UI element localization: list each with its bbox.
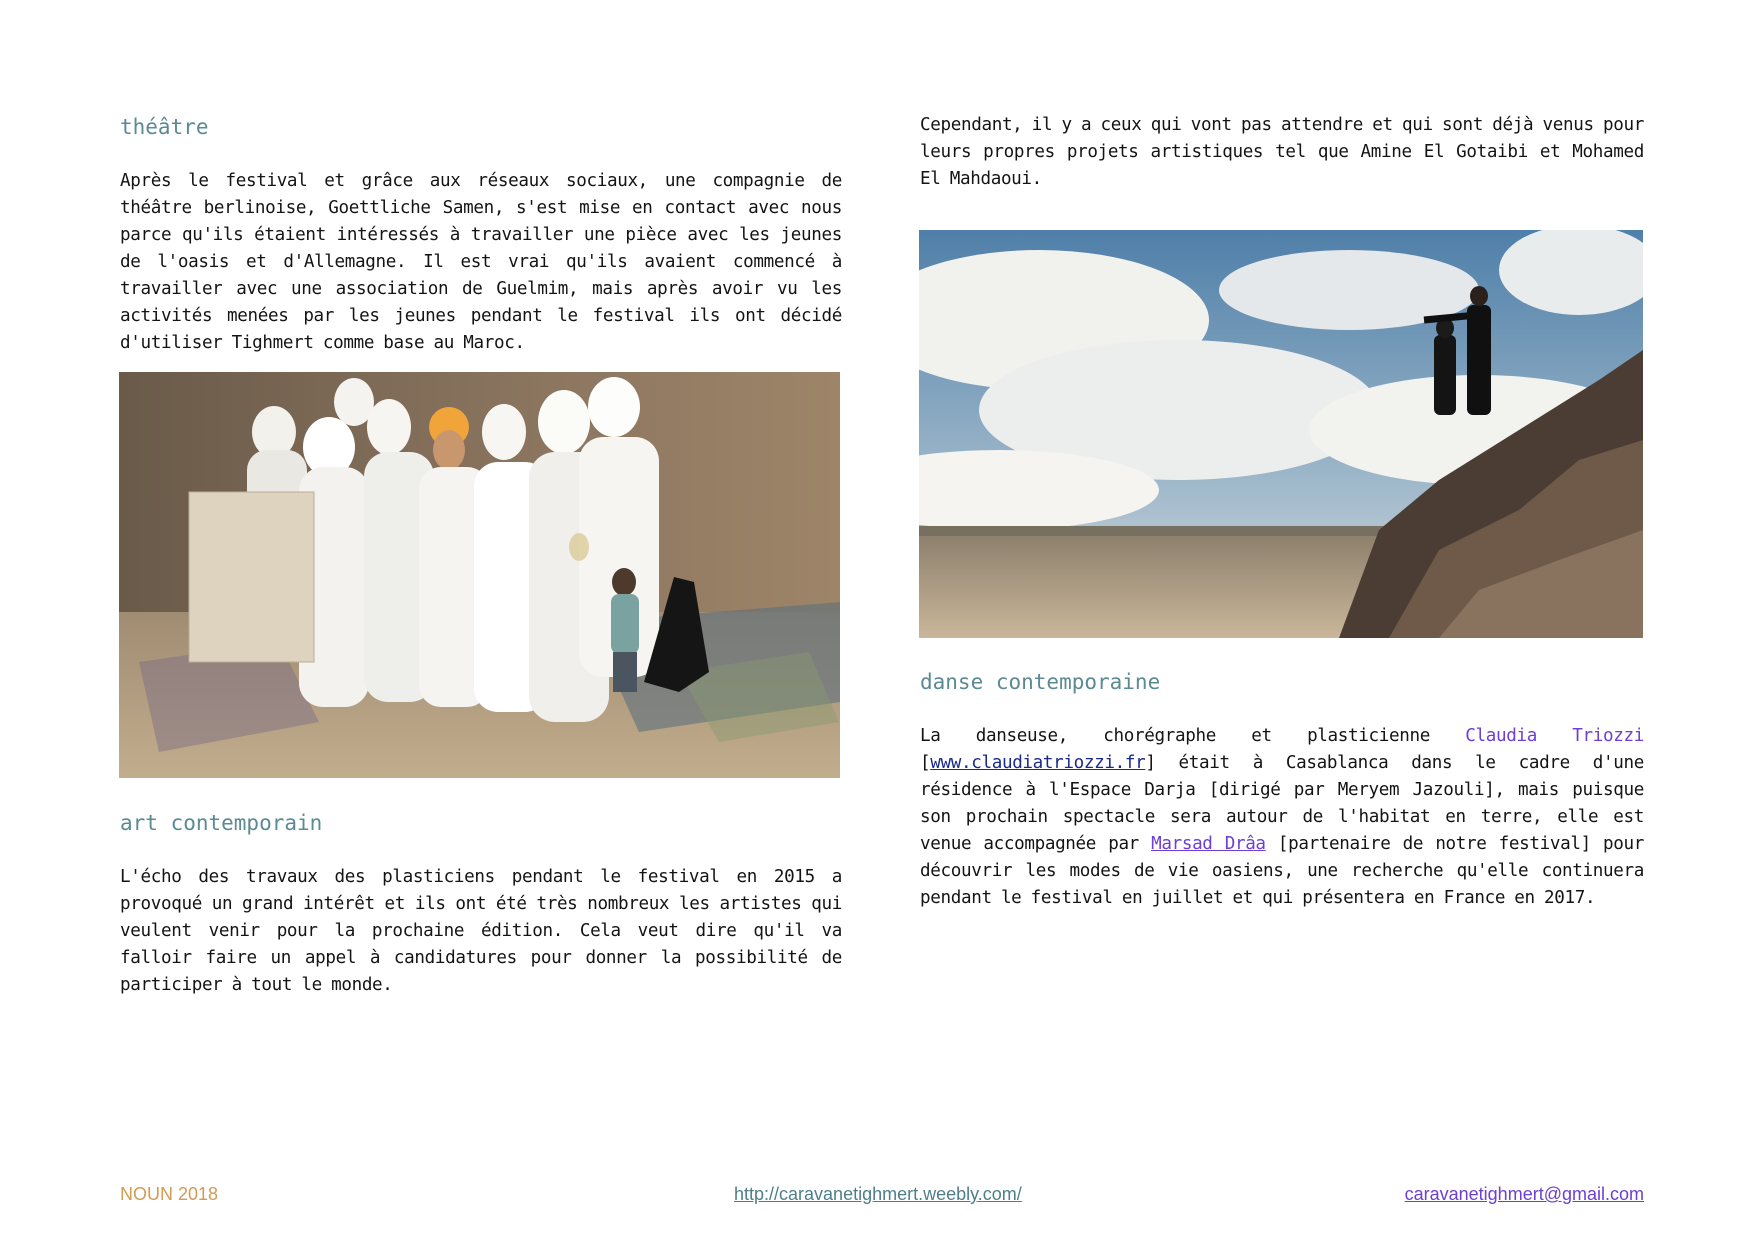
left-column: [120, 112, 842, 357]
claudia-triozzi-name: Claudia Triozzi: [1465, 726, 1645, 746]
theatre-paragraph: Après le festival et grâce aux réseaux sociaux, une compagnie de théâtre berlinoise, Goettliche Samen, s'est mise en contact avec nous parce qu'ils étaient intéressés à travailler une pièce avec les jeunes de l'oasis et d'Allemagne. Il est vrai qu'ils avaient commencé à travailler avec une association de Guelmim, mais après avoir vu les activités menées par les jeunes pendant le festival ils ont décidé d'utiliser Tighmert comme base au Maroc.: [120, 171, 842, 353]
danse-text-1: La danseuse, chorégraphe et plasticienne: [920, 726, 1466, 746]
theatre-heading: théâtre: [120, 115, 209, 139]
footer-website-link[interactable]: http://caravanetighmert.weebly.com/: [734, 1184, 1022, 1204]
theatre-photo: [119, 372, 840, 778]
art-paragraph: L'écho des travaux des plasticiens pendant le festival en 2015 a provoqué un grand intérêt et ils ont été très nombreux les artistes qui veulent venir pour la prochaine édition. Cela veut dire qu'il va falloir faire un appel à candidatures pour donner la possibilité de participer à tout le monde.: [120, 867, 842, 995]
footer-email-link[interactable]: caravanetighmert@gmail.com: [1404, 1184, 1644, 1204]
danse-section: [920, 667, 1644, 912]
danse-text-2: [: [920, 753, 931, 773]
danse-text-4: [partenaire de notre festival] pour découvrir les modes de vie oasiens, une recherche qu'elle continuera pendant le festival en juillet et qui présentera en France en 2017.: [920, 834, 1644, 908]
footer-left: NOUN 2018: [120, 1184, 219, 1204]
danse-heading: danse contemporaine: [920, 670, 1161, 694]
right-column: [920, 112, 1644, 193]
danse-text-3: ] était à Casablanca dans le cadre d'une résidence à l'Espace Darja [dirigé par Meryem Jazouli], mais puisque son prochain spectacle sera autour de l'habitat en terre, elle est venue accompagnée par: [920, 753, 1644, 854]
art-heading: art contemporain: [120, 811, 323, 835]
intro-paragraph: Cependant, il y a ceux qui vont pas attendre et qui sont déjà venus pour leurs propres projets artistiques tel que Amine El Gotaibi et Mohamed El Mahdaoui.: [920, 115, 1644, 189]
dance-photo: [919, 230, 1643, 638]
marsad-draa-link[interactable]: Marsad Drâa: [1151, 834, 1266, 854]
claudia-website-link[interactable]: www.claudiatriozzi.fr: [930, 753, 1146, 773]
danse-paragraph: [920, 723, 1644, 912]
art-section: [120, 808, 842, 999]
